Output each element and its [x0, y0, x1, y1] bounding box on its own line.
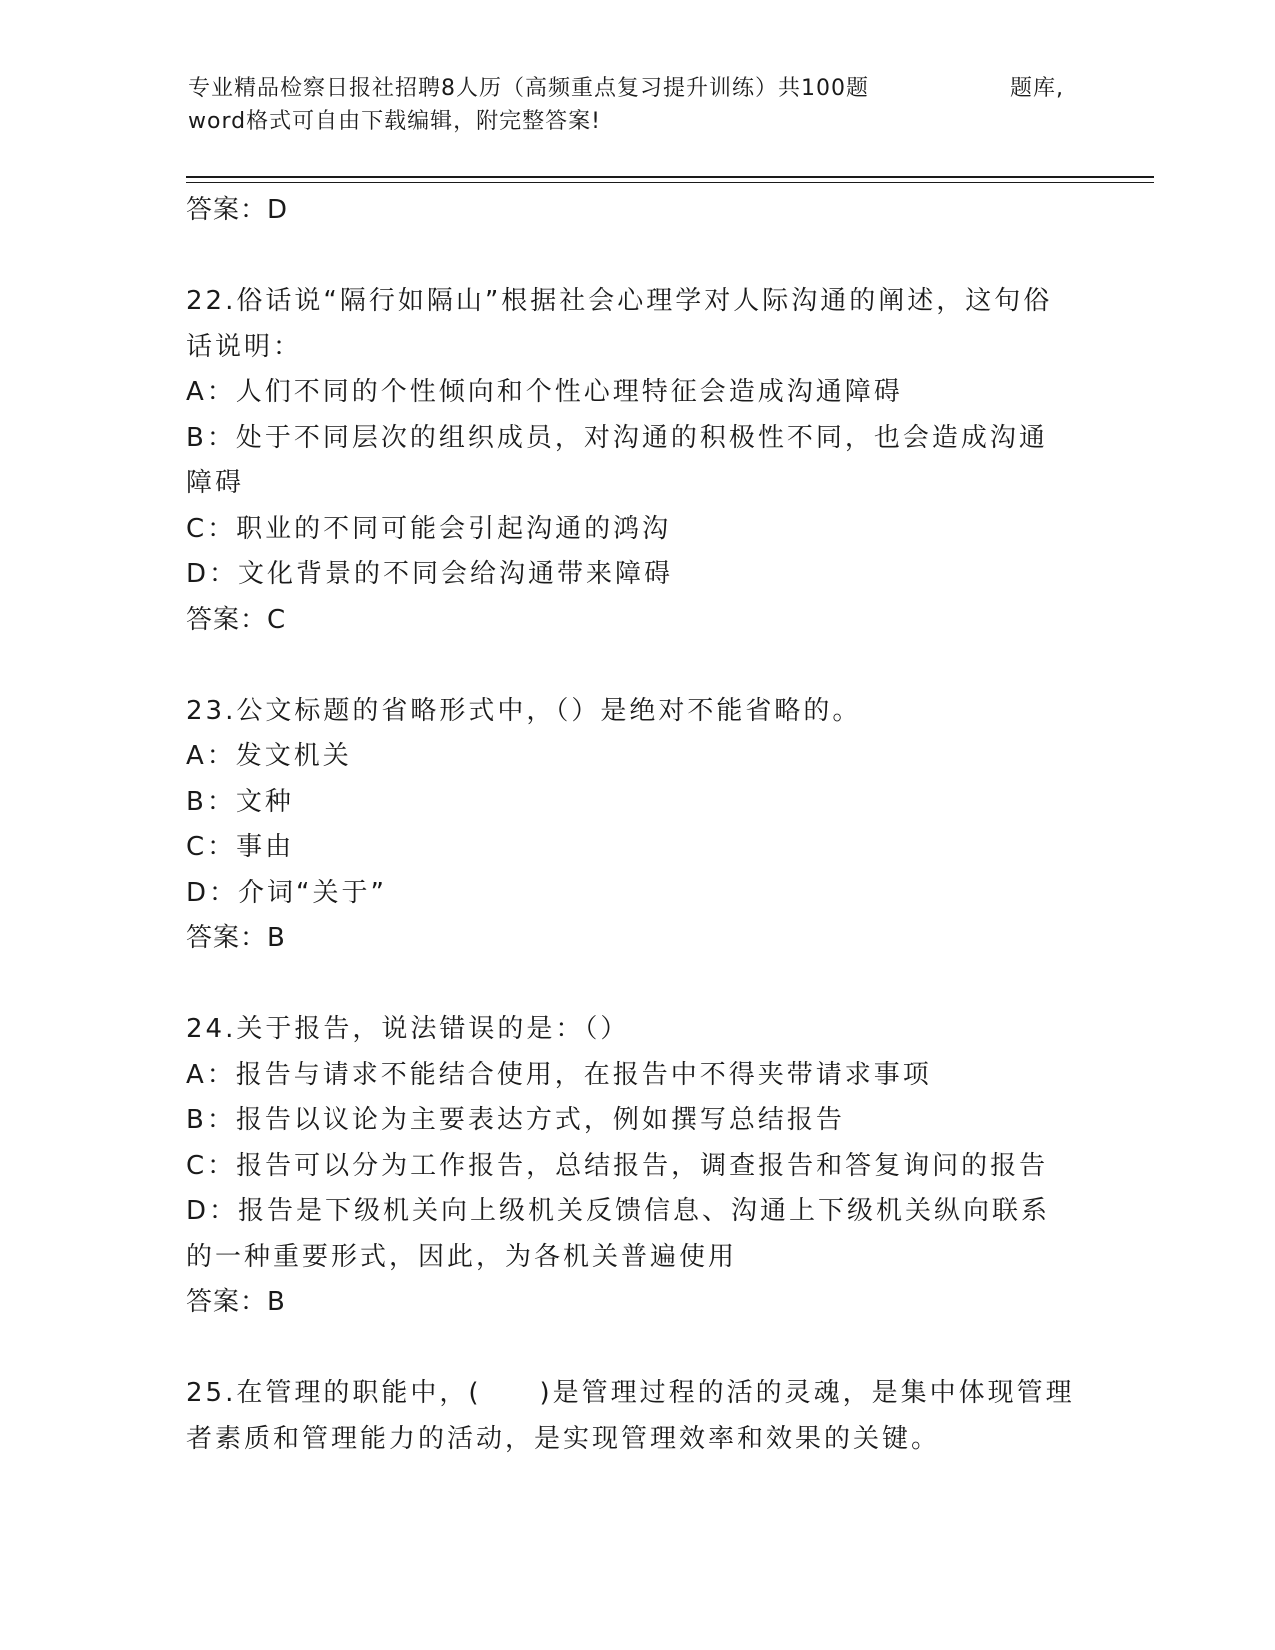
option-a: A：发文机关 — [186, 741, 352, 771]
option-c: C：事由 — [186, 832, 295, 862]
option-c: C：报告可以分为工作报告，总结报告，调查报告和答复询问的报告 — [186, 1150, 1049, 1181]
header-line-1 — [188, 72, 1068, 105]
question-stem: 23.公文标题的省略形式中，（）是绝对不能省略的。 — [186, 695, 862, 726]
question-24 — [186, 1007, 1076, 1326]
header-title-right: 题库, — [1010, 76, 1064, 101]
answer: 答案：B — [186, 923, 286, 953]
option-d: D：报告是下级机关向上级机关反馈信息、沟通上下级机关纵向联系的一种重要形式，因此，为各机关普遍使用 — [186, 1196, 1051, 1272]
option-a: A：报告与请求不能结合使用，在报告中不得夹带请求事项 — [186, 1059, 932, 1090]
spacer — [186, 643, 1076, 689]
header-title: 专业精品检察日报社招聘8人历（高频重点复习提升训练）共100题 — [188, 76, 869, 101]
question-23 — [186, 689, 1076, 962]
option-b: B：处于不同层次的组织成员，对沟通的积极性不同，也会造成沟通障碍 — [186, 422, 1048, 498]
option-a: A：人们不同的个性倾向和个性心理特征会造成沟通障碍 — [186, 377, 903, 407]
question-content — [186, 188, 1076, 1462]
answer-21: 答案：D — [186, 195, 289, 225]
question-stem: 24.关于报告，说法错误的是：（） — [186, 1014, 630, 1044]
option-c: C：职业的不同可能会引起沟通的鸿沟 — [186, 513, 672, 544]
page-header — [188, 72, 1068, 138]
spacer — [186, 234, 1076, 280]
spacer — [186, 962, 1076, 1008]
question-25 — [186, 1371, 1076, 1462]
question-stem: 22.俗话说“隔行如隔山”根据社会心理学对人际沟通的阐述，这句俗话说明： — [186, 286, 1053, 362]
spacer — [186, 1326, 1076, 1372]
answer: 答案：C — [186, 604, 287, 635]
answer: 答案：B — [186, 1287, 286, 1317]
question-22 — [186, 279, 1076, 643]
option-d: D：文化背景的不同会给沟通带来障碍 — [186, 559, 674, 589]
option-b: B：报告以议论为主要表达方式，例如撰写总结报告 — [186, 1105, 845, 1135]
question-stem: 25.在管理的职能中，( )是管理过程的活的灵魂，是集中体现管理者素质和管理能力的活动，是实现管理效率和效果的关键。 — [186, 1378, 1075, 1454]
option-b: B：文种 — [186, 786, 294, 817]
header-rule-thick — [186, 176, 1154, 178]
header-subtitle: word格式可自由下载编辑，附完整答案! — [188, 109, 601, 134]
option-d: D：介词“关于” — [186, 877, 387, 908]
header-rule-thin — [186, 182, 1154, 183]
